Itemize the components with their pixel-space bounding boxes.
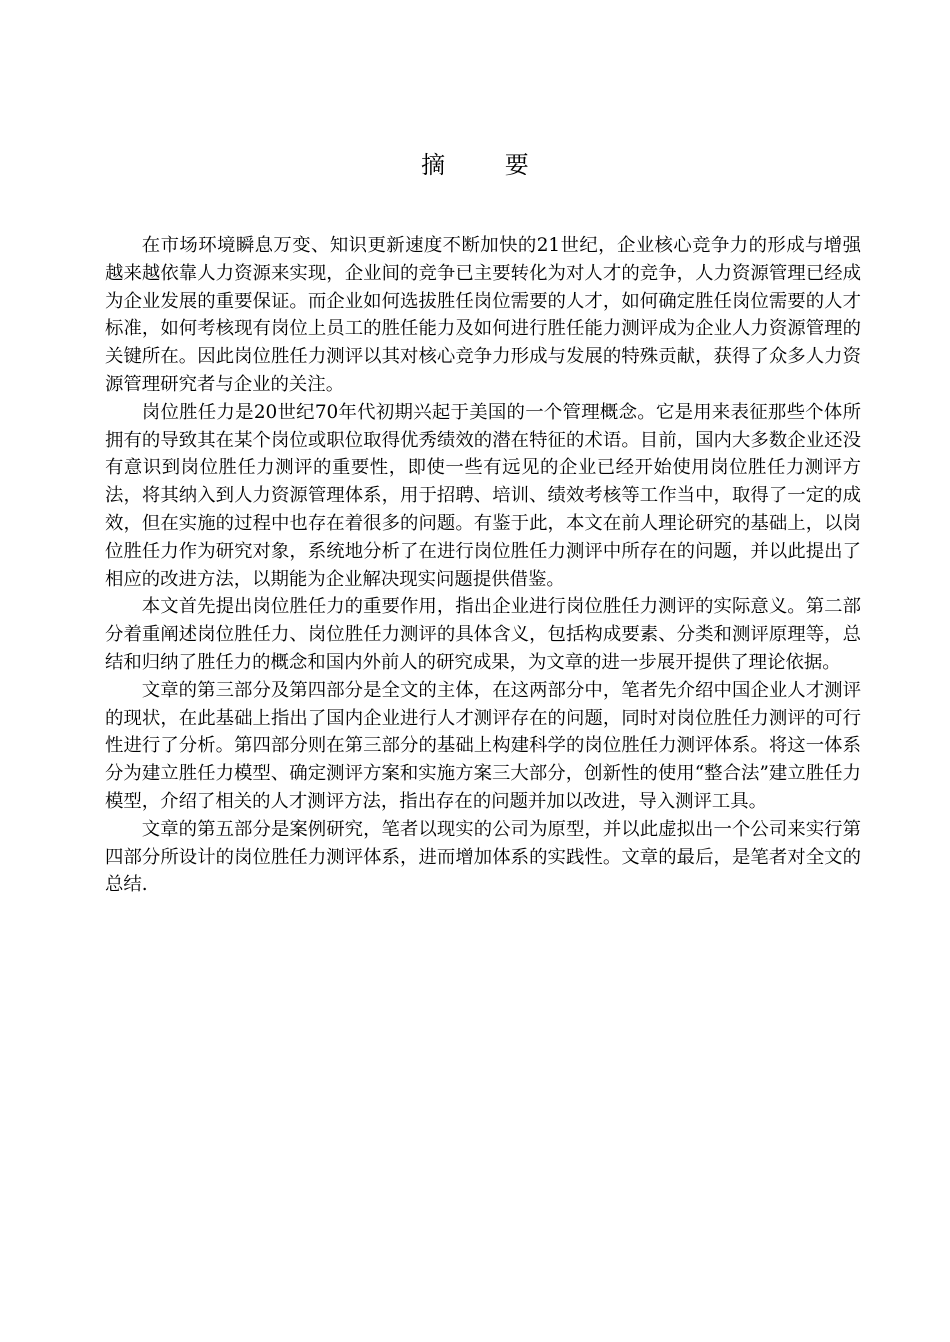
paragraph-3: 本文首先提出岗位胜任力的重要作用，指出企业进行岗位胜任力测评的实际意义。第二部分着重阐述岗位胜任力、岗位胜任力测评的具体含义，包括构成要素、分类和测评原理等，总结和归纳了胜任力的概念和国内外前人的研究成果，为文章的进一步展开提供了理论依据。	[105, 596, 861, 673]
abstract-body	[105, 232, 861, 899]
paragraph-1: 在市场环境瞬息万变、知识更新速度不断加快的21世纪，企业核心竞争力的形成与增强越来越依靠人力资源来实现，企业间的竞争已主要转化为对人才的竞争，人力资源管理已经成为企业发展的重要保证。而企业如何选拔胜任岗位需要的人才，如何确定胜任岗位需要的人才标准，如何考核现有岗位上员工的胜任能力及如何进行胜任能力测评成为企业人力资源管理的关键所在。因此岗位胜任力测评以其对核心竞争力形成与发展的特殊贡献，获得了众多人力资源管理研究者与企业的关注。	[105, 235, 861, 395]
paragraph-5: 文章的第五部分是案例研究，笔者以现实的公司为原型，并以此虚拟出一个公司来实行第四部分所设计的岗位胜任力测评体系，进而增加体系的实践性。文章的最后，是笔者对全文的总结.	[105, 818, 861, 896]
paragraph-2: 岗位胜任力是20世纪70年代初期兴起于美国的一个管理概念。它是用来表征那些个体所拥有的导致其在某个岗位或职位取得优秀绩效的潜在特征的术语。目前，国内大多数企业还没有意识到岗位胜任力测评的重要性，即使一些有远见的企业已经开始使用岗位胜任力测评方法，将其纳入到人力资源管理体系，用于招聘、培训、绩效考核等工作当中，取得了一定的成效，但在实施的过程中也存在着很多的问题。有鉴于此，本文在前人理论研究的基础上，以岗位胜任力作为研究对象，系统地分析了在进行岗位胜任力测评中所存在的问题，并以此提出了相应的改进方法，以期能为企业解决现实问题提供借鉴。	[105, 401, 861, 590]
paragraph-4: 文章的第三部分及第四部分是全文的主体，在这两部分中，笔者先介绍中国企业人才测评的现状，在此基础上指出了国内企业进行人才测评存在的问题，同时对岗位胜任力测评的可行性进行了分析。第四部分则在第三部分的基础上构建科学的岗位胜任力测评体系。将这一体系分为建立胜任力模型、确定测评方案和实施方案三大部分，创新性的使用“整合法”建立胜任力模型，介绍了相关的人才测评方法，指出存在的问题并加以改进，导入测评工具。	[105, 679, 861, 812]
abstract-title: 摘 要	[421, 151, 555, 179]
